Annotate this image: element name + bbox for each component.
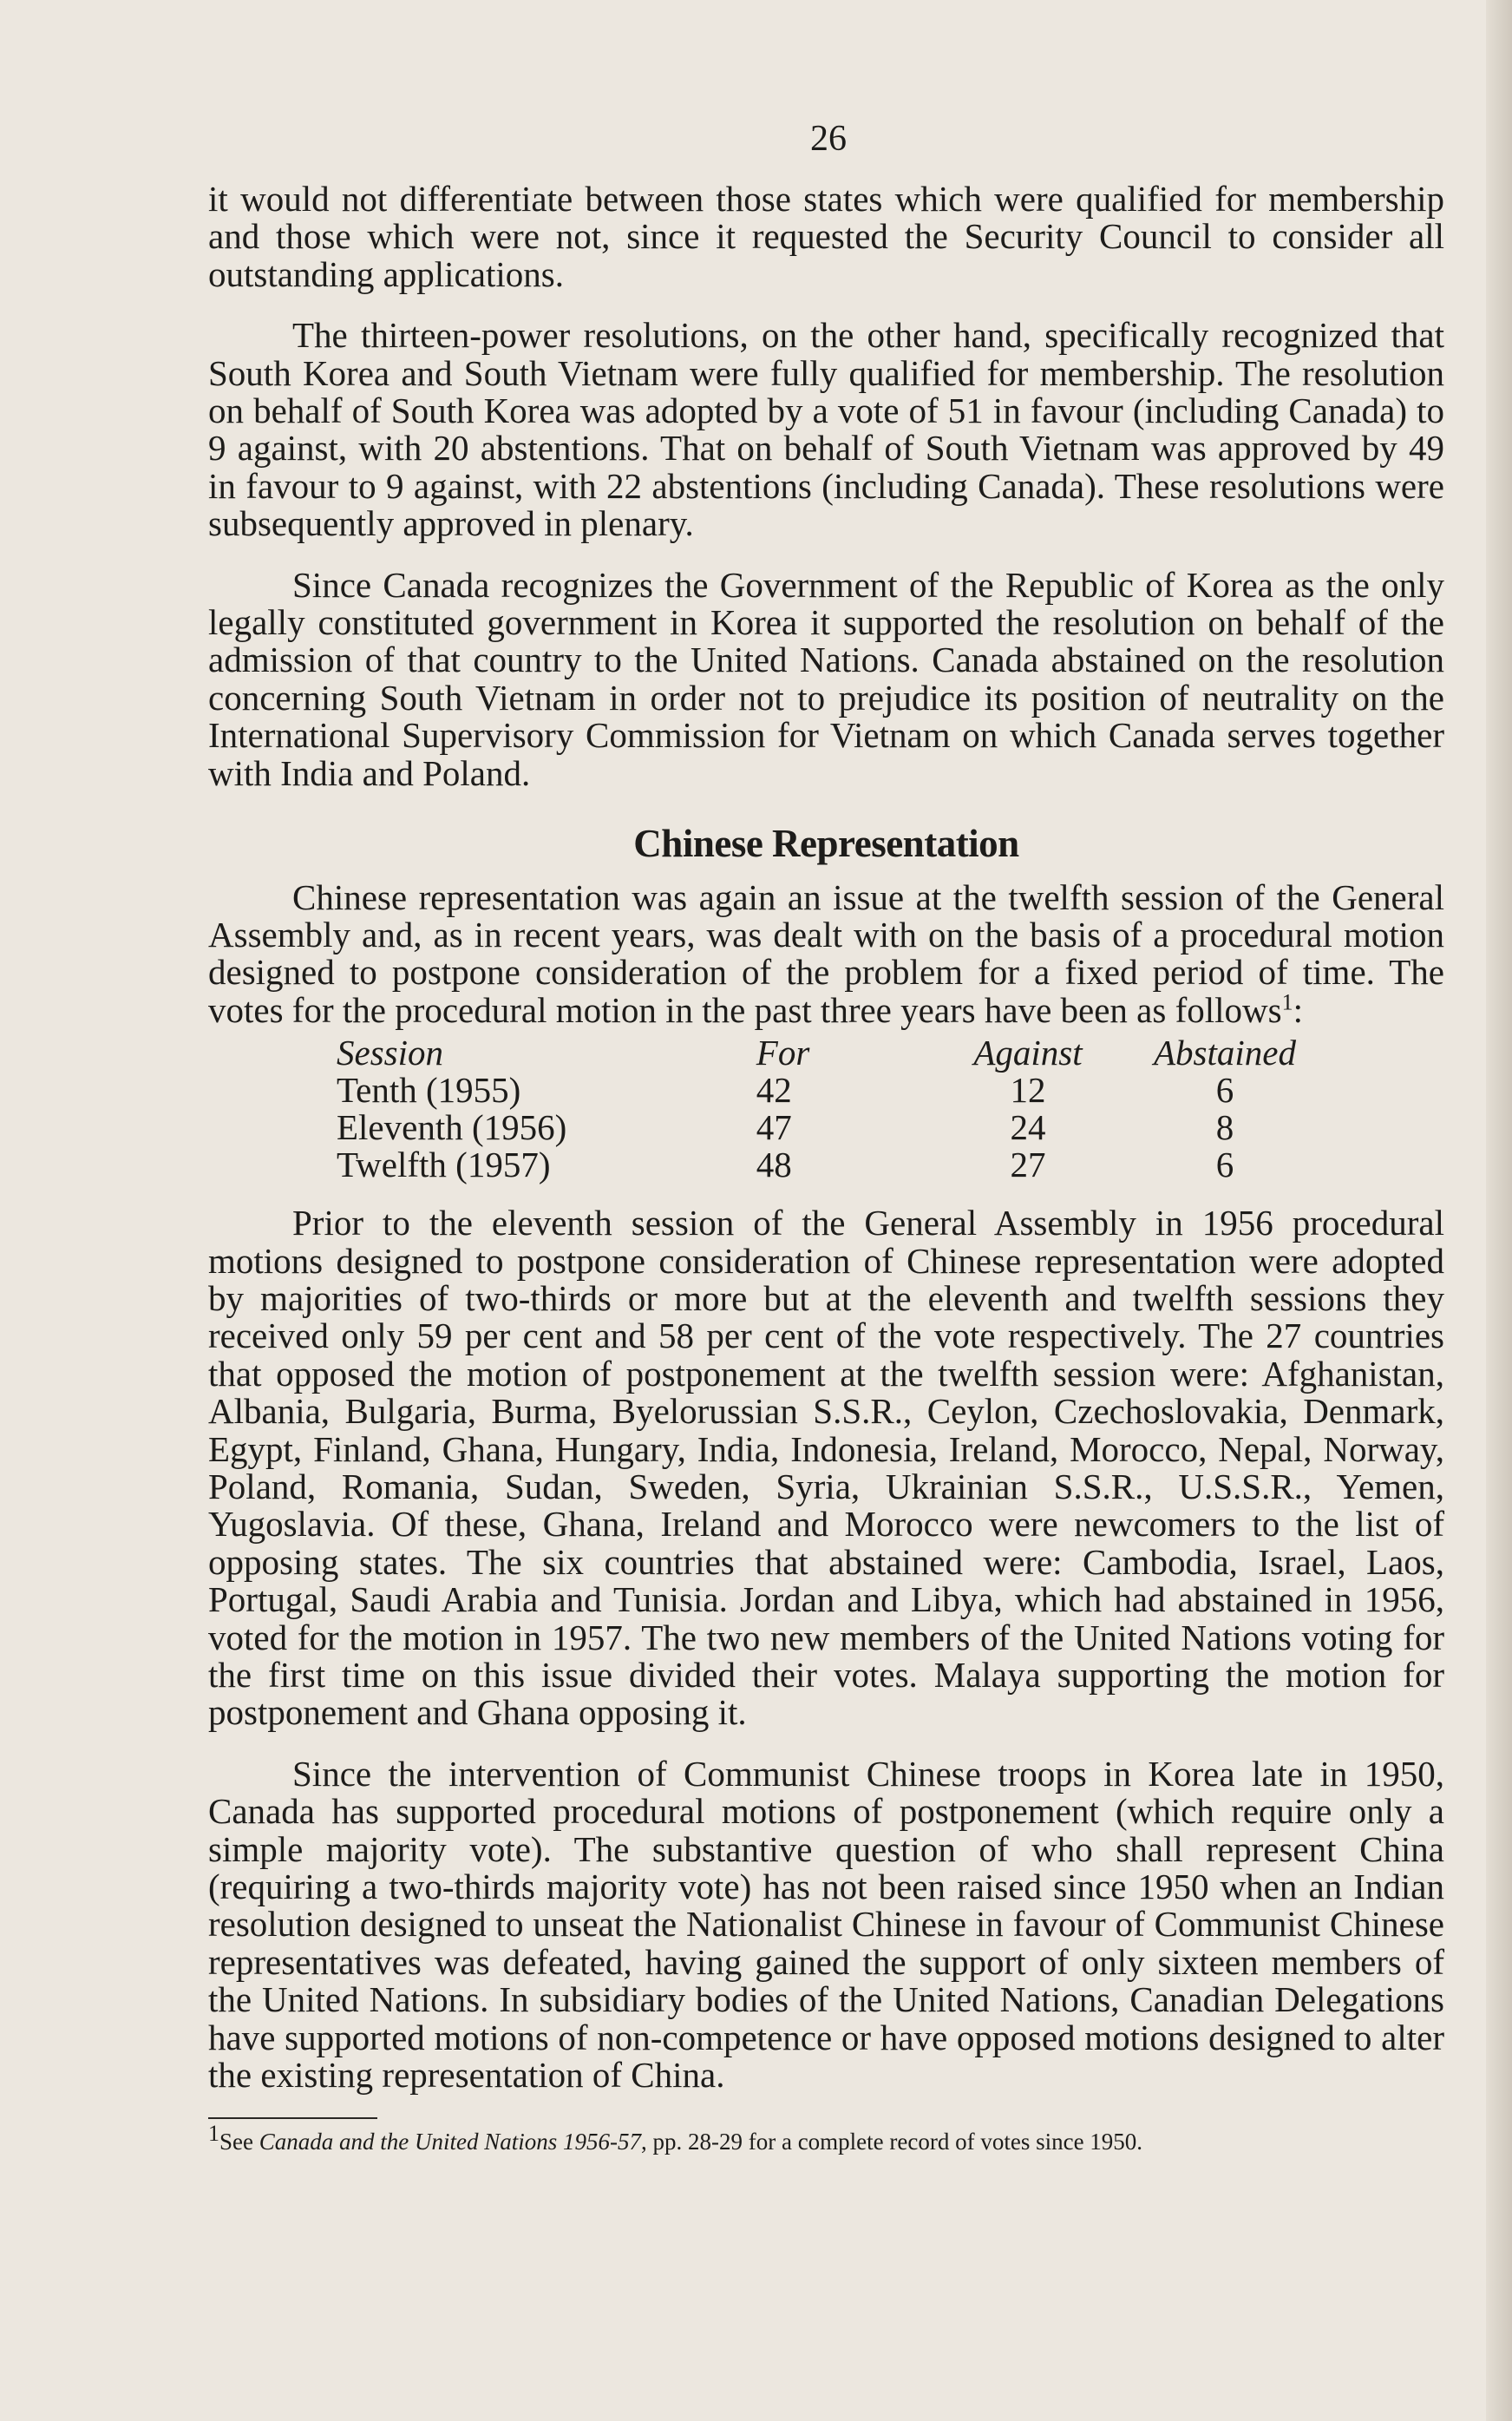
paragraph-since-intervention: Since the intervention of Communist Chinese troops in Korea late in 1950, Canada has supported procedural motions of postponement (which require only a simple majority vote). The substantive question of who shall represent China (requiring a two-thirds majority vote) has not been raised since 1950 when an Indian resolution designed to unseat the Nationalist Chinese in favour of Communist Chinese representatives was defeated, having gained the support of only sixteen members of the United Nations. In subsidiary bodies of the United Nations, Canadian Delegations have supported motions of non-competence or have opposed motions designed to alter the existing representation of China.: [208, 1753, 1444, 2096]
header-for: For: [756, 1033, 810, 1073]
section-heading: Chinese Representation: [633, 822, 1019, 866]
paragraph-chinese-intro: [208, 876, 1444, 1030]
page-edge-shadow: [1486, 0, 1512, 2421]
cell-abstained: 8: [1215, 1107, 1234, 1148]
header-session: Session: [337, 1033, 443, 1073]
header-abstained: Abstained: [1153, 1033, 1296, 1073]
cell-for: 48: [756, 1145, 792, 1185]
footnote-prefix: See: [219, 2129, 259, 2155]
table-row: [337, 1072, 1325, 1109]
footnote: [208, 2117, 1232, 2155]
cell-for: 42: [756, 1070, 792, 1111]
footnote-suffix: , pp. 28-29 for a complete record of votes since 1950.: [640, 2129, 1143, 2155]
intro-colon: :: [1293, 989, 1303, 1030]
paragraph-continued: it would not differentiate between those states which were qualified for membership and those which were not, since it requested the Security Council to consider all outstanding applications.: [208, 179, 1444, 294]
page-number: 26: [810, 119, 847, 159]
cell-against: 12: [1010, 1070, 1046, 1111]
table-row: [337, 1109, 1325, 1146]
footnote-reference: 1: [1281, 989, 1293, 1015]
header-against: Against: [973, 1033, 1083, 1073]
votes-table: [337, 1034, 1325, 1184]
paragraph-prior-eleventh: Prior to the eleventh session of the General Assembly in 1956 procedural motions designed to postpone consideration of Chinese representation were adopted by majorities of two-thirds or more but at the eleventh and twelfth sessions they received only 59 per cent and 58 per cent of the vote respectively. The 27 countries that opposed the motion of postponement at the twelfth session were: Afghanistan, Albania, Bulgaria, Burma, Byelorussian S.S.R., Ceylon, Czechoslovakia, Denmark, Egypt, Finland, Ghana, Hungary, India, Indonesia, Ireland, Morocco, Nepal, Norway, Poland, Romania, Sudan, Sweden, Syria, Ukrainian S.S.R., U.S.S.R., Yemen, Yugoslavia. Of these, Ghana, Ireland and Morocco were newcomers to the list of opposing states. The six countries that abstained were: Cambodia, Israel, Laos, Portugal, Saudi Arabia and Tunisia. Jordan and Libya, which had abstained in 1956, voted for the motion in 1957. The two new members of the United Nations voting for the first time on this issue divided their votes. Malaya supporting the motion for postponement and Ghana opposing it.: [208, 1203, 1444, 1733]
body-text: [208, 180, 1444, 2155]
paragraph-thirteen-power: The thirteen-power resolutions, on the other hand, specifically recognized that South Korea and South Vietnam were fully qualified for membership. The resolution on behalf of South Korea was adopted by a vote of 51 in favour (including Canada) to 9 against, with 20 abstentions. That on behalf of South Vietnam was approved by 49 in favour to 9 against, with 22 abstentions (including Canada). These resolutions were subsequently approved in plenary.: [208, 315, 1444, 544]
cell-abstained: 6: [1215, 1070, 1234, 1111]
cell-session: Tenth (1955): [337, 1070, 521, 1111]
cell-session: Eleventh (1956): [337, 1107, 567, 1148]
footnote-title: Canada and the United Nations 1956-57: [259, 2129, 641, 2155]
table-row: [337, 1146, 1325, 1184]
footnote-marker: 1: [208, 2121, 219, 2147]
votes-table-header: [337, 1034, 1325, 1072]
cell-against: 27: [1010, 1145, 1046, 1185]
cell-session: Twelfth (1957): [337, 1145, 551, 1185]
cell-abstained: 6: [1215, 1145, 1234, 1185]
footnote-rule: [208, 2117, 377, 2119]
cell-for: 47: [756, 1107, 792, 1148]
intro-text: Chinese representation was again an issue at the twelfth session of the General Assembly and, as in recent years, was dealt with on the basis of a procedural motion designed to postpone consideration of the problem for a fixed period of time. The votes for the procedural motion in the past three years have been as follows: [208, 876, 1444, 1030]
cell-against: 24: [1010, 1107, 1046, 1148]
paragraph-korea-recognition: Since Canada recognizes the Government of the Republic of Korea as the only legally constituted government in Korea it supported the resolution on behalf of the admission of that country to the United Nations. Canada abstained on the resolution concerning South Vietnam in order not to prejudice its position of neutrality on the International Supervisory Commission for Vietnam on which Canada serves together with India and Poland.: [208, 564, 1444, 793]
